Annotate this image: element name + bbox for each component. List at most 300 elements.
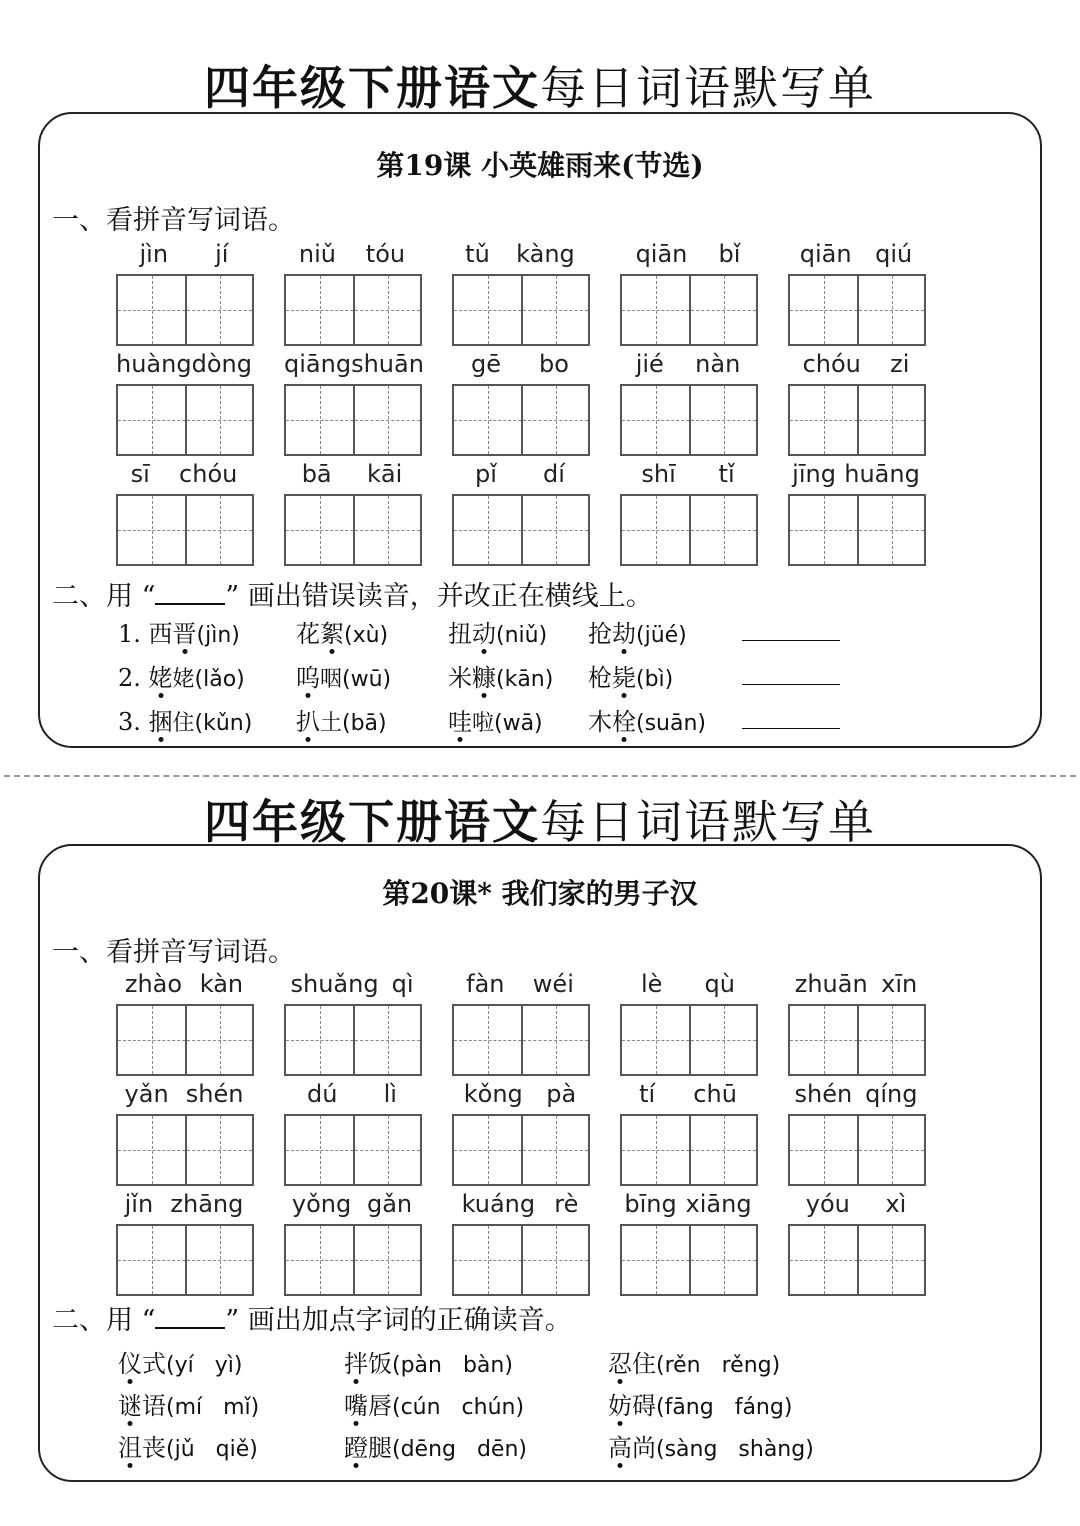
writing-box[interactable]: [284, 1114, 422, 1186]
pinyin-syllable: wéi: [532, 970, 574, 998]
pinyin-syllable: tǔ: [465, 240, 490, 268]
tianzige-cell[interactable]: [353, 386, 420, 454]
pinyin-syllable: yóu: [805, 1190, 850, 1218]
pinyin-syllable: kāi: [367, 460, 403, 488]
word-with-pinyin: [588, 614, 687, 649]
pinyin-syllable: pǐ: [475, 460, 497, 488]
word-item: [788, 460, 956, 570]
cut-line: [4, 775, 1076, 777]
dotted-char: 呜: [296, 664, 320, 692]
dotted-char: 絮: [320, 620, 344, 648]
word-item: [788, 240, 956, 350]
sheet1-title-light: 每日词语默写单: [540, 61, 876, 115]
tianzige-cell[interactable]: [454, 496, 521, 564]
word-with-options: [608, 1428, 814, 1463]
word-text: 3.: [118, 708, 149, 736]
pinyin-reading: (suān): [636, 711, 706, 736]
pinyin-syllable: kuáng: [461, 1190, 536, 1218]
tianzige-cell[interactable]: [286, 496, 353, 564]
word-item: [116, 1080, 284, 1190]
writing-box[interactable]: [620, 1004, 758, 1076]
pinyin: [116, 350, 252, 380]
tianzige-cell[interactable]: [790, 1226, 857, 1294]
writing-box[interactable]: [788, 1114, 926, 1186]
tianzige-cell[interactable]: [185, 1116, 252, 1184]
pinyin-options[interactable]: (rěn rěng): [656, 1353, 781, 1378]
word-item: [116, 970, 284, 1080]
pinyin-syllable: chóu: [802, 350, 861, 378]
writing-box[interactable]: [620, 384, 758, 456]
writing-box[interactable]: [788, 1224, 926, 1296]
pinyin: [452, 1080, 588, 1110]
pinyin-syllable: bo: [539, 350, 569, 378]
word-item: [284, 1190, 452, 1300]
tianzige-cell[interactable]: [353, 496, 420, 564]
tianzige-cell[interactable]: [353, 1116, 420, 1184]
pinyin-syllable: qù: [704, 970, 735, 998]
word-text: 1. 西: [118, 620, 173, 648]
pinyin-reading: (kān): [496, 667, 554, 692]
pinyin-syllable: bā: [301, 460, 332, 488]
pinyin-reading: (jìn): [196, 623, 240, 648]
sheet1-section1-heading: 一、看拼音写词语。: [52, 205, 295, 236]
pinyin: [620, 240, 756, 270]
tianzige-cell[interactable]: [286, 386, 353, 454]
tianzige-cell[interactable]: [185, 496, 252, 564]
pinyin: [116, 970, 252, 1000]
dotted-char: 嘴: [344, 1392, 368, 1420]
dotted-char: 哇: [448, 708, 472, 736]
dotted-char: 栓: [612, 708, 636, 736]
pinyin: [284, 460, 420, 490]
pinyin: [116, 1080, 252, 1110]
word-item: [116, 460, 284, 570]
tianzige-cell[interactable]: [622, 496, 689, 564]
pinyin: [116, 460, 252, 490]
writing-box[interactable]: [284, 494, 422, 566]
pinyin: [788, 460, 924, 490]
sheet2-section1-heading: 一、看拼音写词语。: [52, 937, 295, 968]
word-text: 扭: [448, 620, 472, 648]
writing-box[interactable]: [788, 384, 926, 456]
pinyin: [452, 240, 588, 270]
pinyin: [620, 350, 756, 380]
pinyin-syllable: dí: [543, 460, 565, 488]
pinyin-syllable: lè: [641, 970, 663, 998]
sheet1-title: [0, 52, 1080, 118]
tianzige-cell[interactable]: [353, 1006, 420, 1074]
tianzige-cell[interactable]: [454, 1116, 521, 1184]
word-item: [788, 1080, 956, 1190]
dotted-char: 劫: [612, 620, 636, 648]
pinyin: [284, 1080, 420, 1110]
sheet1-section2-heading: [52, 574, 653, 613]
tianzige-cell[interactable]: [454, 276, 521, 344]
sheet2-section2-heading: [52, 1298, 572, 1337]
word-item: [788, 350, 956, 460]
word-item: [452, 1190, 620, 1300]
word-with-options: [344, 1386, 524, 1421]
tianzige-cell[interactable]: [857, 1116, 924, 1184]
tianzige-cell[interactable]: [790, 276, 857, 344]
word-item: [116, 240, 284, 350]
word-item: [284, 350, 452, 460]
word-item: [116, 350, 284, 460]
pinyin-reading: (niǔ): [496, 623, 548, 648]
writing-box[interactable]: [116, 384, 254, 456]
pinyin-syllable: qiāng: [284, 350, 352, 378]
tianzige-cell[interactable]: [521, 1006, 588, 1074]
word-text: 腿: [368, 1434, 392, 1462]
word-item: [284, 460, 452, 570]
pinyin-syllable: qì: [391, 970, 414, 998]
dotted-char: 忍: [608, 1350, 632, 1378]
pinyin-syllable: qiān: [635, 240, 688, 268]
sheet2-section2-post: ” 画出加点字词的正确读音。: [225, 1305, 572, 1336]
pinyin-syllable: jí: [215, 240, 229, 268]
dotted-char: 沮: [118, 1434, 142, 1462]
writing-box[interactable]: [116, 1224, 254, 1296]
pinyin-syllable: rè: [554, 1190, 579, 1218]
pinyin-reading: 啦(wā): [472, 711, 543, 736]
writing-box[interactable]: [620, 274, 758, 346]
pinyin-syllable: gē: [471, 350, 502, 378]
sheet2-panel: [38, 844, 1042, 1482]
sheet1-title-bold: 四年级下册语文: [204, 61, 540, 115]
pinyin: [788, 970, 924, 1000]
word-text: 2.: [118, 664, 149, 692]
sheet1-lesson-title: 第19课 小英雄雨来(节选): [376, 149, 704, 182]
word-with-pinyin: [588, 658, 673, 693]
tianzige-cell[interactable]: [689, 276, 756, 344]
writing-box[interactable]: [452, 384, 590, 456]
sheet1-word-grid: [116, 240, 936, 570]
writing-box[interactable]: [620, 1114, 758, 1186]
pinyin-syllable: chóu: [179, 460, 238, 488]
word-with-options: [608, 1344, 780, 1379]
tianzige-cell[interactable]: [118, 276, 185, 344]
pinyin-syllable: pà: [546, 1080, 577, 1108]
word-text: 住: [632, 1350, 656, 1378]
pinyin-syllable: niǔ: [298, 240, 336, 268]
word-with-options: [118, 1428, 258, 1463]
pinyin: [788, 1190, 924, 1220]
writing-box[interactable]: [284, 274, 422, 346]
dotted-char: 仪: [118, 1350, 142, 1378]
word-item: [620, 350, 788, 460]
writing-box[interactable]: [116, 494, 254, 566]
tianzige-cell[interactable]: [790, 496, 857, 564]
writing-box[interactable]: [116, 1114, 254, 1186]
word-with-pinyin: [588, 702, 706, 737]
dotted-char: 毙: [612, 664, 636, 692]
tianzige-cell[interactable]: [185, 276, 252, 344]
pinyin-options[interactable]: (fāng fáng): [656, 1395, 793, 1420]
pinyin-options[interactable]: (dēng dēn): [392, 1437, 527, 1462]
writing-box[interactable]: [284, 1004, 422, 1076]
tianzige-cell[interactable]: [521, 496, 588, 564]
tianzige-cell[interactable]: [689, 386, 756, 454]
pinyin-syllable: shén: [185, 1080, 244, 1108]
pinyin-syllable: zi: [890, 350, 910, 378]
dotted-char: 晋: [172, 620, 197, 648]
word-item: [452, 460, 620, 570]
pinyin: [620, 970, 756, 1000]
dotted-char: 妨: [608, 1392, 632, 1420]
pinyin-syllable: xiāng: [685, 1190, 752, 1218]
tianzige-cell[interactable]: [689, 1116, 756, 1184]
tianzige-cell[interactable]: [622, 1006, 689, 1074]
word-text: 花: [296, 620, 320, 648]
pinyin: [788, 240, 924, 270]
tianzige-cell[interactable]: [857, 1226, 924, 1294]
pinyin-reading: 住(kǔn): [172, 711, 253, 736]
tianzige-cell[interactable]: [521, 276, 588, 344]
word-item: [284, 1080, 452, 1190]
tianzige-cell[interactable]: [857, 276, 924, 344]
pinyin: [788, 1080, 924, 1110]
writing-box[interactable]: [788, 1004, 926, 1076]
tianzige-cell[interactable]: [790, 386, 857, 454]
sheet2-word-grid: [116, 970, 936, 1300]
pinyin-syllable: shén: [794, 1080, 853, 1108]
word-item: [620, 970, 788, 1080]
pinyin-syllable: bǐ: [718, 240, 741, 268]
pinyin: [620, 1190, 756, 1220]
pinyin-syllable: jié: [635, 350, 664, 378]
pinyin: [452, 350, 588, 380]
word-with-pinyin: [118, 614, 240, 649]
pinyin-syllable: gǎn: [366, 1190, 413, 1218]
pinyin-syllable: tǐ: [718, 460, 735, 488]
dotted-char: 高: [608, 1434, 632, 1462]
tianzige-cell[interactable]: [521, 386, 588, 454]
word-with-pinyin: [448, 658, 553, 693]
pinyin-syllable: fàn: [466, 970, 505, 998]
tianzige-cell[interactable]: [689, 1226, 756, 1294]
pinyin-syllable: chū: [693, 1080, 737, 1108]
underline-sample: [155, 585, 225, 605]
pinyin-syllable: qíng: [865, 1080, 918, 1108]
word-item: [620, 1080, 788, 1190]
pinyin-syllable: zhuān: [794, 970, 868, 998]
tianzige-cell[interactable]: [857, 496, 924, 564]
underline-sample: [155, 1309, 225, 1329]
dotted-char: 捆: [148, 708, 173, 736]
word-item: [452, 970, 620, 1080]
pinyin-options[interactable]: (jǔ qiě): [166, 1437, 258, 1462]
sheet2-title-bold: 四年级下册语文: [204, 795, 540, 849]
tianzige-cell[interactable]: [286, 276, 353, 344]
word-with-pinyin: [118, 702, 252, 737]
tianzige-cell[interactable]: [521, 1116, 588, 1184]
tianzige-cell[interactable]: [286, 1006, 353, 1074]
word-with-options: [344, 1428, 527, 1463]
pinyin: [452, 970, 588, 1000]
pinyin-syllable: zhào: [124, 970, 183, 998]
tianzige-cell[interactable]: [118, 496, 185, 564]
pinyin-syllable: qiú: [875, 240, 913, 268]
pinyin-syllable: shī: [641, 460, 676, 488]
word-item: [620, 1190, 788, 1300]
tianzige-cell[interactable]: [790, 1006, 857, 1074]
sheet2-lesson-title: 第20课* 我们家的男子汉: [382, 877, 698, 910]
tianzige-cell[interactable]: [185, 1226, 252, 1294]
pinyin-options[interactable]: (pàn bàn): [392, 1353, 513, 1378]
writing-box[interactable]: [788, 494, 926, 566]
pinyin-options[interactable]: (cún chún): [392, 1395, 525, 1420]
pinyin-syllable: huàng: [116, 350, 192, 378]
pinyin: [620, 1080, 756, 1110]
tianzige-cell[interactable]: [118, 1006, 185, 1074]
writing-box[interactable]: [452, 494, 590, 566]
answer-blank[interactable]: [742, 658, 840, 685]
tianzige-cell[interactable]: [118, 1116, 185, 1184]
word-text: 唇: [368, 1392, 392, 1420]
tianzige-cell[interactable]: [454, 1226, 521, 1294]
tianzige-cell[interactable]: [118, 1226, 185, 1294]
word-item: [116, 1190, 284, 1300]
pinyin-syllable: yǒng: [291, 1190, 352, 1218]
answer-blank[interactable]: [742, 702, 840, 729]
tianzige-cell[interactable]: [118, 386, 185, 454]
word-with-pinyin: [296, 702, 387, 737]
tianzige-cell[interactable]: [790, 1116, 857, 1184]
tianzige-cell[interactable]: [857, 1006, 924, 1074]
word-item: [452, 1080, 620, 1190]
pinyin-syllable: jīng: [792, 460, 836, 488]
pinyin: [788, 350, 924, 380]
pinyin-syllable: lì: [383, 1080, 397, 1108]
pinyin-syllable: bīng: [624, 1190, 677, 1218]
sheet1-panel: [38, 112, 1042, 748]
pinyin-syllable: zhāng: [170, 1190, 244, 1218]
answer-blank[interactable]: [742, 614, 840, 641]
writing-box[interactable]: [116, 1004, 254, 1076]
writing-box[interactable]: [284, 1224, 422, 1296]
writing-box[interactable]: [116, 274, 254, 346]
writing-box[interactable]: [284, 384, 422, 456]
tianzige-cell[interactable]: [622, 276, 689, 344]
pinyin-options[interactable]: (sàng shàng): [656, 1437, 814, 1462]
pinyin-syllable: nàn: [695, 350, 741, 378]
tianzige-cell[interactable]: [521, 1226, 588, 1294]
pinyin-syllable: xì: [885, 1190, 907, 1218]
word-with-pinyin: [296, 614, 388, 649]
word-with-pinyin: [448, 614, 547, 649]
pinyin-reading: 土(bā): [320, 711, 387, 736]
pinyin-options[interactable]: (yí yì): [166, 1353, 243, 1378]
dotted-char: 糠: [472, 664, 496, 692]
word-text: 式: [142, 1350, 166, 1378]
pinyin-options[interactable]: (mí mǐ): [166, 1395, 260, 1420]
word-with-pinyin: [118, 658, 245, 693]
tianzige-cell[interactable]: [454, 1006, 521, 1074]
tianzige-cell[interactable]: [689, 496, 756, 564]
sheet1-section2-pre: 二、用 “: [52, 581, 156, 612]
tianzige-cell[interactable]: [622, 1226, 689, 1294]
pinyin-syllable: jìn: [139, 240, 169, 268]
word-item: [788, 970, 956, 1080]
tianzige-cell[interactable]: [286, 1116, 353, 1184]
dotted-char: 拌: [344, 1350, 368, 1378]
pinyin: [284, 350, 424, 380]
dotted-char: 蹬: [344, 1434, 368, 1462]
tianzige-cell[interactable]: [286, 1226, 353, 1294]
tianzige-cell[interactable]: [185, 1006, 252, 1074]
pinyin-syllable: sī: [130, 460, 150, 488]
tianzige-cell[interactable]: [185, 386, 252, 454]
dotted-char: 动: [472, 620, 496, 648]
word-item: [788, 1190, 956, 1300]
writing-box[interactable]: [620, 1224, 758, 1296]
writing-box[interactable]: [452, 1004, 590, 1076]
word-text: 语: [142, 1392, 166, 1420]
pinyin-syllable: shuǎng: [290, 970, 379, 998]
pinyin: [116, 240, 252, 270]
pinyin-syllable: dú: [307, 1080, 338, 1108]
word-text: 饭: [368, 1350, 392, 1378]
tianzige-cell[interactable]: [622, 1116, 689, 1184]
tianzige-cell[interactable]: [353, 276, 420, 344]
word-text: 木: [588, 708, 612, 736]
pinyin: [116, 1190, 252, 1220]
pinyin-syllable: dòng: [191, 350, 252, 378]
pinyin-reading: 姥(lǎo): [172, 667, 245, 692]
sheet1-section2-post: ” 画出错误读音，并改正在横线上。: [225, 581, 653, 612]
pinyin-syllable: huāng: [844, 460, 920, 488]
word-item: [452, 240, 620, 350]
word-text: 米: [448, 664, 472, 692]
tianzige-cell[interactable]: [622, 386, 689, 454]
pinyin-syllable: tóu: [365, 240, 406, 268]
pinyin-reading: (jüé): [636, 623, 687, 648]
sheet2-title-light: 每日词语默写单: [540, 795, 876, 849]
pinyin-syllable: shuān: [351, 350, 424, 378]
word-item: [620, 240, 788, 350]
tianzige-cell[interactable]: [454, 386, 521, 454]
writing-box[interactable]: [452, 1114, 590, 1186]
tianzige-cell[interactable]: [857, 386, 924, 454]
pinyin-reading: (xù): [344, 623, 389, 648]
word-text: 碍: [632, 1392, 656, 1420]
sheet2-section2-pre: 二、用 “: [52, 1305, 156, 1336]
writing-box[interactable]: [620, 494, 758, 566]
word-with-options: [608, 1386, 792, 1421]
writing-box[interactable]: [452, 1224, 590, 1296]
tianzige-cell[interactable]: [689, 1006, 756, 1074]
pinyin-syllable: yǎn: [124, 1080, 169, 1108]
writing-box[interactable]: [788, 274, 926, 346]
pinyin-syllable: qiān: [799, 240, 852, 268]
word-item: [452, 350, 620, 460]
word-with-pinyin: [448, 702, 543, 737]
pinyin: [452, 460, 588, 490]
writing-box[interactable]: [452, 274, 590, 346]
word-text: 枪: [588, 664, 612, 692]
pinyin-reading: 咽(wū): [320, 667, 392, 692]
dotted-char: 姥: [148, 664, 173, 692]
word-text: 尚: [632, 1434, 656, 1462]
word-text: 抢: [588, 620, 612, 648]
sheet2-title: [0, 786, 1080, 852]
tianzige-cell[interactable]: [353, 1226, 420, 1294]
word-with-pinyin: [296, 658, 391, 693]
word-with-options: [344, 1344, 513, 1379]
word-item: [284, 240, 452, 350]
word-item: [620, 460, 788, 570]
pinyin-syllable: kàn: [199, 970, 244, 998]
